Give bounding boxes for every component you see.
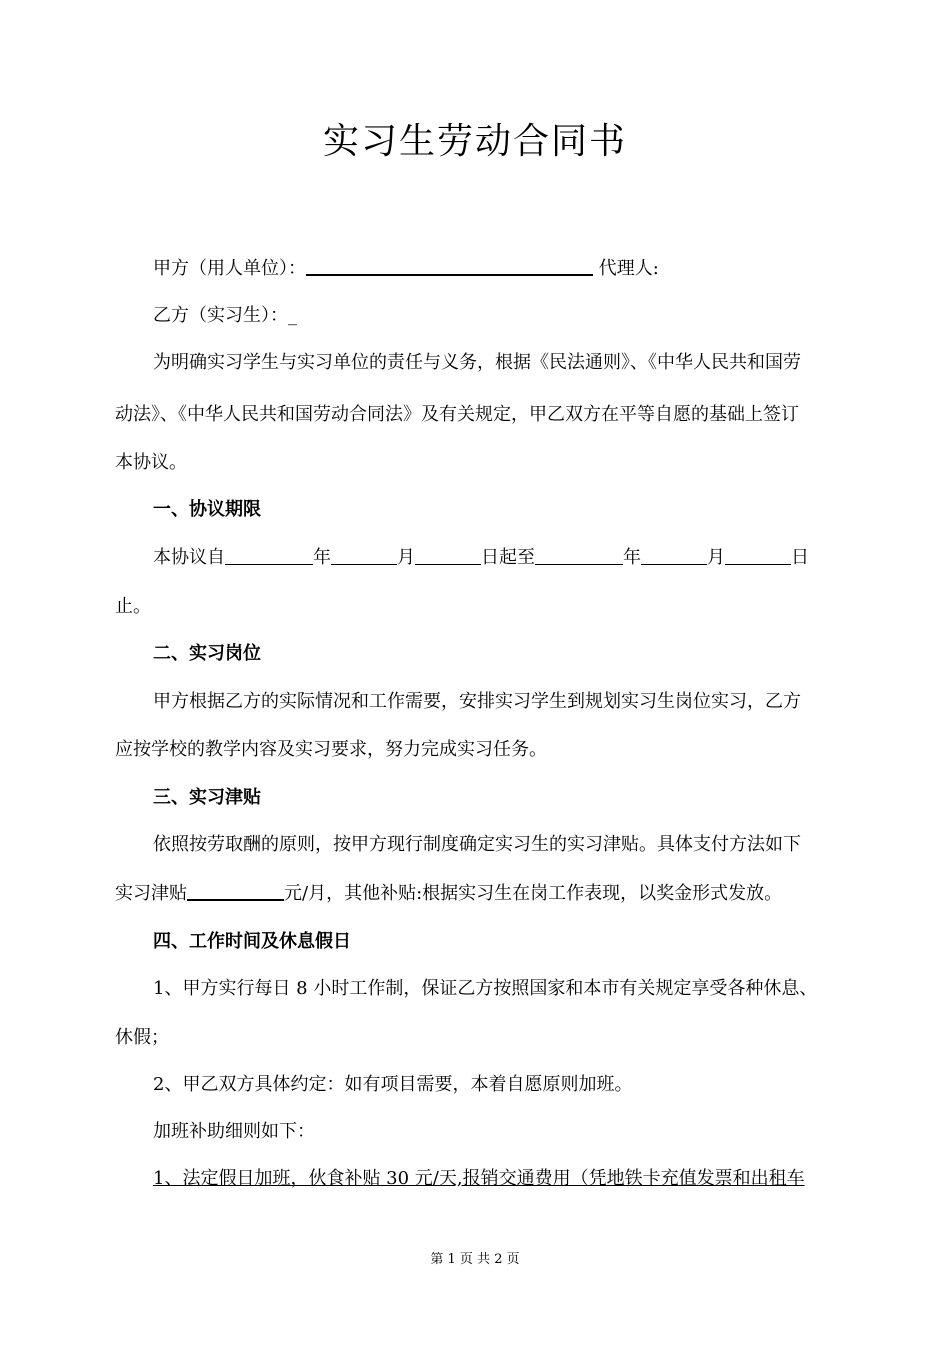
overtime-intro: 加班补助细则如下： xyxy=(153,1121,315,1142)
party-b-line xyxy=(153,303,837,329)
end-day-label: 日 xyxy=(791,547,809,568)
end-month-label: 月 xyxy=(707,547,725,568)
period-to-label: 日起至 xyxy=(481,547,535,568)
section3-line-1: 依照按劳取酬的原则，按甲方现行制度确定实习生的实习津贴。具体支付方法如下 xyxy=(153,834,801,855)
section4-item1-line-1: 1、甲方实行每日 8 小时工作制，保证乙方按照国家和本市有关规定享受各种休息、 xyxy=(153,978,818,999)
party-a-label: 甲方（用人单位）： xyxy=(153,258,306,279)
allowance-suffix: 元/月，其他补贴:根据实习生在岗工作表现，以奖金形式发放。 xyxy=(284,883,783,904)
start-month-blank[interactable] xyxy=(331,546,397,565)
allowance-label: 实习津贴 xyxy=(115,883,187,904)
section4-heading: 四、工作时间及休息假日 xyxy=(153,931,351,952)
section4-item1-line-2: 休假； xyxy=(115,1027,169,1048)
end-year-label: 年 xyxy=(623,547,641,568)
overtime-item-1: 1、法定假日加班，伙食补贴 30 元/天,报销交通费用（凭地铁卡充值发票和出租车 xyxy=(153,1168,805,1189)
start-year-blank[interactable] xyxy=(225,546,313,565)
party-a-line xyxy=(153,256,837,282)
intro-line-2: 动法》、《中华人民共和国劳动合同法》及有关规定，甲乙双方在平等自愿的基础上签订 xyxy=(115,404,799,425)
period-from-label: 本协议自 xyxy=(153,547,225,568)
start-year-label: 年 xyxy=(313,547,331,568)
end-day-blank[interactable] xyxy=(725,546,791,565)
page-footer: 第 1 页 共 2 页 xyxy=(430,1252,520,1267)
document-title: 实习生劳动合同书 xyxy=(322,121,627,162)
allowance-blank[interactable] xyxy=(187,881,284,901)
intro-line-1: 为明确实习学生与实习单位的责任与义务，根据《民法通则》、《中华人民共和国劳 xyxy=(153,352,801,373)
party-b-label: 乙方（实习生）： xyxy=(153,305,288,326)
section1-end: 止。 xyxy=(115,596,151,617)
start-month-label: 月 xyxy=(397,547,415,568)
section2-heading: 二、实习岗位 xyxy=(153,643,261,664)
start-day-blank[interactable] xyxy=(415,546,481,565)
section3-line-2 xyxy=(115,881,837,907)
intro-line-3: 本协议。 xyxy=(115,452,187,473)
party-a-blank[interactable] xyxy=(306,256,593,276)
section4-item2: 2、甲乙双方具体约定：如有项目需要，本着自愿原则加班。 xyxy=(153,1074,633,1095)
section3-heading: 三、实习津贴 xyxy=(153,787,261,808)
end-year-blank[interactable] xyxy=(535,546,623,565)
section2-line-2: 应按学校的教学内容及实习要求，努力完成实习任务。 xyxy=(115,739,547,760)
party-b-blank[interactable]: _ xyxy=(288,305,297,326)
agent-label: 代理人: xyxy=(598,258,659,279)
section1-period-line xyxy=(153,545,837,571)
end-month-blank[interactable] xyxy=(641,546,707,565)
section2-line-1: 甲方根据乙方的实际情况和工作需要，安排实习学生到规划实习生岗位实习，乙方 xyxy=(153,691,801,712)
section1-heading: 一、协议期限 xyxy=(153,499,261,520)
